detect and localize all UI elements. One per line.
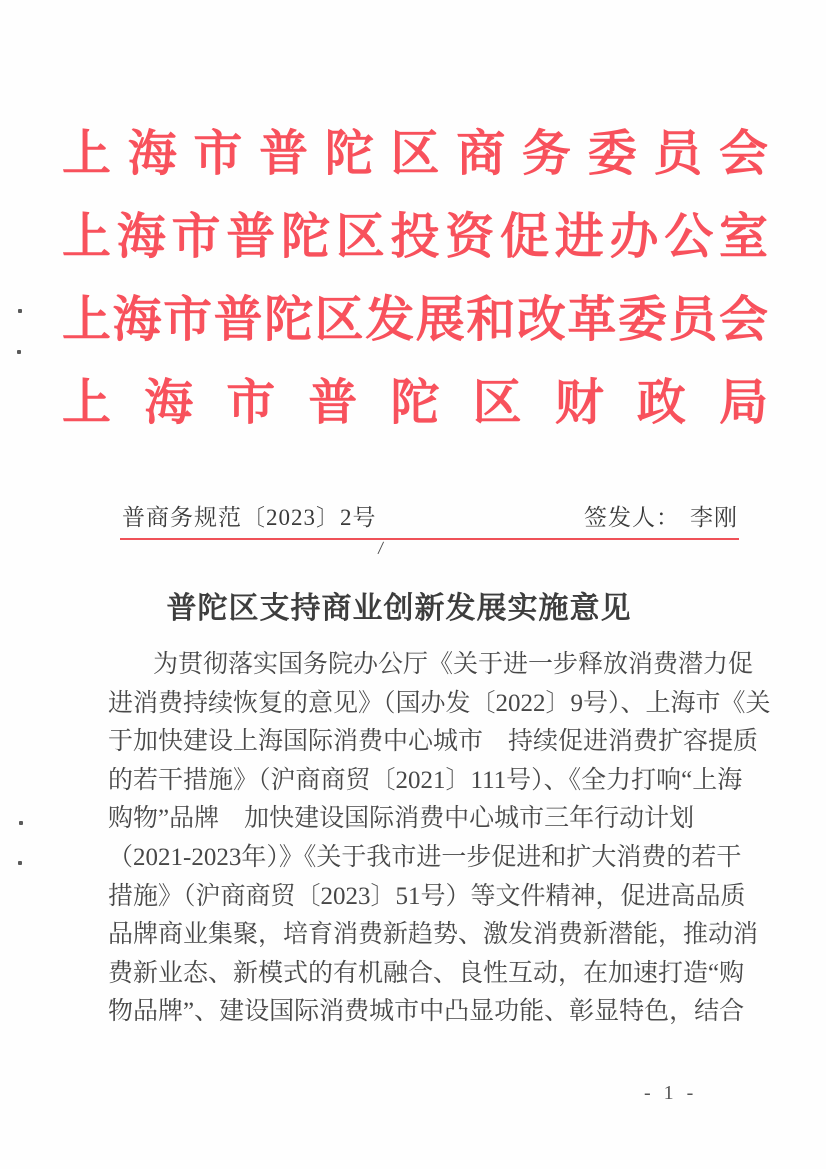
body-line: （2021-2023年）》《关于我市进一步促进和扩大消费的若干 [108,843,742,871]
scan-mark-dot [18,309,22,313]
issuer-label: 签发人： [584,505,680,530]
red-divider-line [120,538,739,540]
body-paragraph [108,646,771,1032]
body-line: 为贯彻落实国务院办公厅《关于进一步释放消费潜力促 [153,651,754,678]
scan-mark-dot [19,821,23,825]
issuer-name: 李刚 [690,505,738,530]
letterhead-org-investment-promotion-office: 上海市普陀区投资促进办公室 [62,209,768,264]
scan-mark-dot [18,861,22,865]
body-line: 措施》（沪商商贸〔2023〕51号）等文件精神，促进高品质 [108,882,746,910]
body-line: 进消费持续恢复的意见》（国办发〔2022〕9号）、上海市《关 [108,689,771,717]
letterhead [62,112,768,444]
doc-info-row [122,499,738,532]
letterhead-org-commerce-commission: 上海市普陀区商务委员会 [62,126,768,181]
body-line: 物品牌”、建设国际消费城市中凸显功能、彰显特色，结合 [108,998,745,1026]
doc-number: 普商务规范〔2023〕2号 [122,505,377,530]
document-title: 普陀区支持商业创新发展实施意见 [166,592,632,625]
page-number: - 1 - [644,1082,698,1104]
letterhead-org-finance-bureau: 上海市普陀区财政局 [62,375,768,430]
body-line: 的若干措施》（沪商商贸〔2021〕111号）、《全力打响“上海 [108,766,743,794]
body-line: 品牌商业集聚，培育消费新趋势、激发消费新潜能，推动消 [108,921,759,949]
body-line: 购物”品牌 加快建设国际消费中心城市三年行动计划 [108,805,695,833]
scan-mark-slash: / [376,537,385,560]
scan-mark-dot [17,350,21,354]
body-line: 于加快建设上海国际消费中心城市 持续促进消费扩容提质 [108,728,759,756]
issuer [584,499,738,532]
letterhead-org-development-reform-commission: 上海市普陀区发展和改革委员会 [62,292,768,347]
body-line: 费新业态、新模式的有机融合、良性互动，在加速打造“购 [108,959,745,987]
